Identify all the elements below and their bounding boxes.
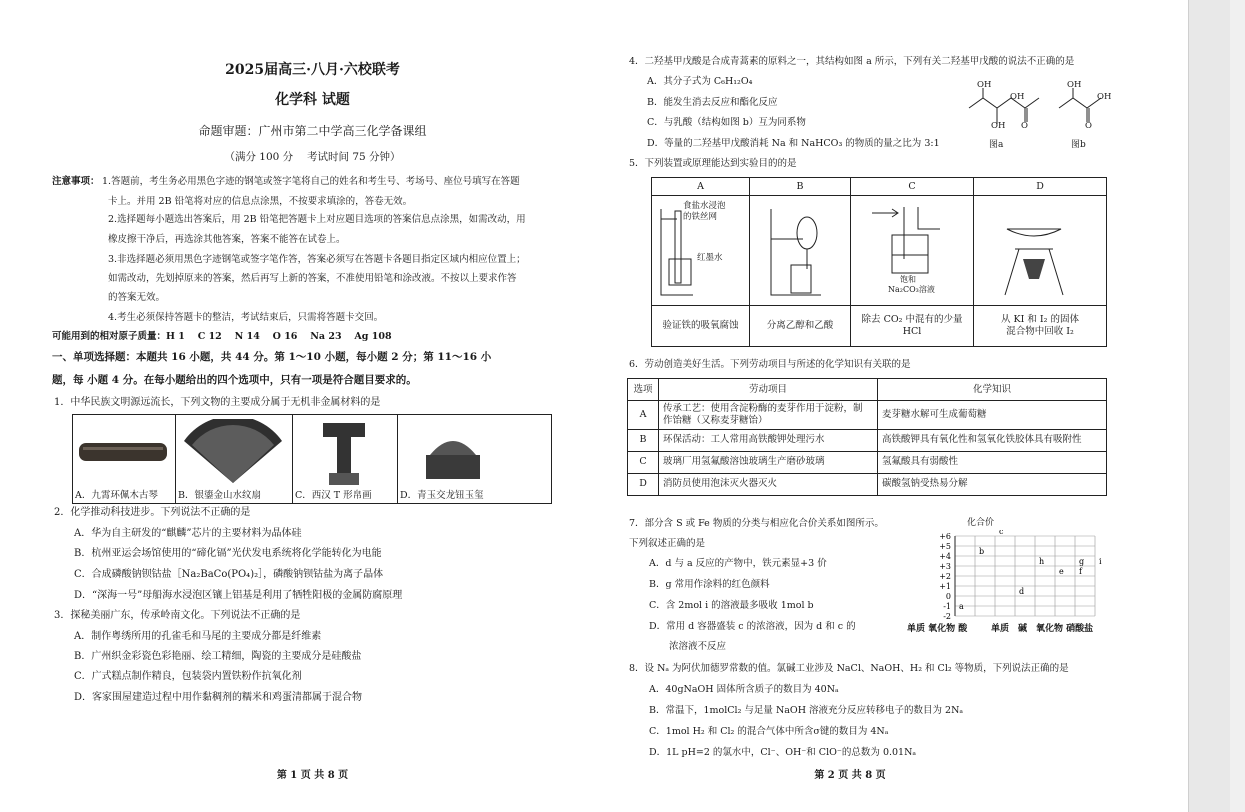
structure-b-o: O: [1085, 121, 1092, 131]
q5-apparatus-table: [651, 177, 1107, 347]
q3-option-a: A．制作粤绣所用的孔雀毛和马尾的主要成分都是纤维素: [74, 631, 322, 642]
q7-stem: 7．部分含 S 或 Fe 物质的分类与相应化合价关系如图所示。: [629, 518, 884, 529]
point-label-f: f: [1079, 567, 1082, 576]
q1-option-b: B．银鎏金山水纹扇: [178, 490, 261, 502]
page-2-footer: 第 2 页 共 8 页: [814, 770, 886, 781]
q5-caption-b-text: 分离乙醇和乙酸: [766, 320, 834, 332]
q6-row-b-option: B: [628, 429, 659, 451]
q8-option-b: B．常温下，1molCl₂ 与足量 NaOH 溶液充分反应转移电子的数目为 2Nₐ: [649, 705, 964, 716]
fan-image: [176, 419, 290, 489]
q5-caption-c-line1: 除去 CO₂ 中混有的少量: [861, 314, 963, 326]
q6-row-b-item: 环保活动：工人常用高铁酸钾处理污水: [659, 429, 878, 451]
notes-label: 注意事项：: [52, 176, 100, 187]
q6-row-a-item: [659, 401, 878, 430]
q5-header-c: C: [851, 178, 974, 196]
note-line: 2.选择题每小题选出答案后，用 2B 铅笔把答题卡上对应题目选项的答案信息点涂黑，如需改动，用: [108, 214, 526, 225]
q4-stem: 4．二羟基甲戊酸是合成青蒿素的原料之一，其结构如图 a 所示，下列有关二羟基甲戊酸的说法不正确的是: [629, 56, 1075, 67]
y-tick-label: +5: [939, 542, 951, 551]
point-label-d: d: [1019, 587, 1025, 596]
q1-option-c-cell: [293, 415, 398, 504]
q7-option-b: B．g 常用作涂料的红色颜料: [649, 579, 770, 590]
jade-seal-image: [398, 419, 508, 489]
q6-header-option: 选项: [628, 379, 659, 401]
q5-header-b: B: [750, 178, 851, 196]
q7-option-a: A．d 与 a 反应的产物中，铁元素显+3 价: [649, 558, 827, 569]
q8-option-c: C．1mol H₂ 和 Cl₂ 的混合气体中所含σ键的数目为 4Nₐ: [649, 726, 889, 737]
q5-caption-d-line1: 从 KI 和 I₂ 的固体: [1001, 314, 1079, 326]
q5-c-label-1: 饱和: [900, 274, 916, 284]
q5-caption-d-line2: 混合物中回收 I₂: [1006, 326, 1074, 338]
point-label-a: a: [959, 602, 964, 611]
y-tick-label: -2: [943, 612, 951, 621]
note-line: 的答案无效。: [108, 292, 166, 303]
point-label-c: c: [999, 530, 1004, 536]
figure-b-label: 图b: [1071, 140, 1086, 150]
q6-row-a-item-line2: 作饴糖（又称麦芽糖饴）: [663, 414, 768, 426]
q5-caption-c: [851, 306, 974, 347]
subject-title: 化学科 试题: [275, 92, 350, 108]
q2-option-d: D．“深海一号”母船海水浸泡区镶上铝基是利用了牺牲阳极的金属防腐原理: [74, 590, 403, 601]
y-tick-label: +4: [939, 552, 951, 561]
q6-row-a-item-line1: 传承工艺：使用含淀粉酶的麦芽作用于淀粉，制: [663, 403, 863, 414]
q5-a-label-3: 红墨水: [697, 252, 723, 263]
guqin-image: [73, 419, 173, 489]
author-line: 命题审题：广州市第二中学高三化学备课组: [198, 124, 427, 138]
q6-row-c-knowledge: 氢氟酸具有弱酸性: [878, 451, 1107, 473]
q6-table: [627, 378, 1107, 496]
q7-option-d: D．常用 d 容器盛装 c 的浓溶液，因为 d 和 c 的: [649, 621, 856, 632]
q3-option-c: C．广式糕点制作精良，包装袋内置铁粉作抗氧化剂: [74, 671, 302, 682]
q5-apparatus-d: [974, 196, 1107, 306]
score-time: （满分 100 分 考试时间 75 分钟）: [224, 151, 401, 163]
q5-caption-d: [974, 306, 1107, 347]
q6-row-a-knowledge: 麦芽糖水解可生成葡萄糖: [878, 401, 1107, 430]
q3-option-d: D．客家围屋建造过程中用作黏稠剂的糯米和鸡蛋清都属于混合物: [74, 692, 363, 703]
q6-row-a-option: A: [628, 401, 659, 430]
q1-option-b-cell: [176, 415, 293, 504]
chart-ylabel: 化合价: [967, 518, 995, 528]
structure-a-oh-right: OH: [1010, 92, 1025, 102]
q1-image-table: [72, 414, 552, 504]
q6-stem: 6．劳动创造美好生活。下列劳动项目与所述的化学知识有关联的是: [629, 359, 911, 370]
note-line: 如需改动，先划掉原来的答案，然后再写上新的答案，不准使用铅笔和涂改液。不按以上要求作答: [108, 273, 517, 284]
page-1: [50, 0, 575, 812]
structure-b-oh-right: OH: [1097, 92, 1112, 102]
page-2: [625, 0, 1125, 812]
q6-row-d-knowledge: 碳酸氢钠受热易分解: [878, 473, 1107, 495]
vertical-scrollbar[interactable]: [1230, 0, 1245, 812]
q5-stem: 5．下列装置或原理能达到实验目的的是: [629, 158, 797, 169]
q6-header-knowledge: 化学知识: [878, 379, 1107, 401]
q3-option-b: B．广州织金彩瓷色彩艳丽、绘工精细，陶瓷的主要成分是硅酸盐: [74, 651, 362, 662]
separatory-funnel-diagram: [751, 199, 849, 303]
q5-caption-a: [652, 306, 750, 347]
page-1-footer: 第 1 页 共 8 页: [276, 770, 349, 781]
note-line: 3.非选择题必须用黑色字迹钢笔或签字笔作答，答案必须写在答题卡各题目指定区域内相应位置上；: [108, 254, 526, 265]
structure-a-o: O: [1021, 121, 1028, 131]
q4-option-c: C．与乳酸（结构如图 b）互为同系物: [647, 117, 806, 128]
q1-stem: 1．中华民族文明源远流长，下列文物的主要成分属于无机非金属材料的是: [54, 397, 381, 408]
q8-stem: 8．设 Nₐ 为阿伏加德罗常数的值。氯碱工业涉及 NaCl、NaOH、H₂ 和 Cl₂ 等物质，下列说法正确的是: [629, 663, 1069, 674]
valence-chart: [905, 530, 1105, 630]
chart-xlabels-right: 单质 碱 氧化物 硝酸盐: [991, 624, 1094, 634]
note-line: 卡上。并用 2B 铅笔将对应的信息点涂黑，不按要求填涂的，答卷无效。: [108, 196, 413, 207]
q7-option-d-cont: 浓溶液不反应: [669, 641, 727, 652]
structure-b-oh-top: OH: [1067, 80, 1082, 90]
q5-apparatus-a: [652, 196, 750, 306]
q4-option-a: A．其分子式为 C₆H₁₂O₄: [647, 76, 753, 87]
note-line: 1.答题前，考生务必用黑色字迹的钢笔或签字笔将自己的姓名和考生号、考场号、座位号填写在答题: [102, 176, 520, 187]
figure-a-label: 图a: [989, 140, 1004, 150]
exam-title: 2025届高三·八月·六校联考: [225, 62, 400, 78]
q4-option-d: D．等量的二羟基甲戊酸消耗 Na 和 NaHCO₃ 的物质的量之比为 3:1: [647, 138, 940, 149]
q1-option-a: A．九霄环佩木古琴: [75, 490, 158, 502]
y-tick-label: 0: [945, 592, 951, 601]
q2-option-b: B．杭州亚运会场馆使用的“碲化镉”光伏发电系统将化学能转化为电能: [74, 548, 382, 559]
point-label-h: h: [1039, 557, 1045, 566]
q6-row-d-option: D: [628, 473, 659, 495]
section-1-heading: 一、单项选择题：本题共 16 小题，共 44 分。第 1～10 小题，每小题 2 分；第 11～16 小: [52, 351, 492, 363]
q2-option-c: C．合成磷酸钠钡钴盐［Na₂BaCo(PO₄)₂］，磷酸钠钡钴盐为离子晶体: [74, 569, 384, 580]
q5-caption-b: [750, 306, 851, 347]
sublimation-apparatus-diagram: [975, 199, 1093, 303]
q5-caption-a-text: 验证铁的吸氧腐蚀: [662, 320, 739, 332]
q6-row-c-option: C: [628, 451, 659, 473]
q6-header-item: 劳动项目: [659, 379, 878, 401]
q6-row-c-item: 玻璃厂用氢氟酸溶蚀玻璃生产磨砂玻璃: [659, 451, 878, 473]
q1-option-d-cell: [398, 415, 552, 504]
q1-option-a-cell: [73, 415, 176, 504]
q2-stem: 2．化学推动科技进步。下列说法不正确的是: [54, 507, 251, 518]
point-label-b: b: [979, 547, 985, 556]
q5-a-label-1: 食盐水浸泡: [683, 200, 726, 211]
point-label-i: i: [1099, 557, 1102, 566]
note-line: 橡皮擦干净后，再选涂其他答案，答案不能答在试卷上。: [108, 234, 346, 245]
q1-option-c: C．西汉 T 形帛画: [295, 490, 372, 502]
q5-a-label-2: 的铁丝网: [683, 211, 718, 222]
q8-option-d: D．1L pH=2 的氯水中，Cl⁻、OH⁻和 ClO⁻的总数为 0.01Nₐ: [649, 747, 917, 758]
y-tick-label: +3: [939, 562, 951, 571]
q4-option-b: B．能发生消去反应和酯化反应: [647, 97, 778, 108]
q7-option-c: C．含 2mol i 的溶液最多吸收 1mol b: [649, 600, 814, 611]
section-1-heading-cont: 题，每 小题 4 分。在每小题给出的四个选项中，只有一项是符合题目要求的。: [52, 374, 417, 386]
q1-option-d: D．青玉交龙钮玉玺: [400, 490, 484, 502]
q6-row-b-knowledge: 高铁酸钾具有氧化性和氢氧化铁胶体具有吸附性: [878, 429, 1107, 451]
q5-apparatus-c: [851, 196, 974, 306]
y-tick-label: +1: [939, 582, 951, 591]
q3-stem: 3．探秘美丽广东，传承岭南文化。下列说法不正确的是: [54, 610, 301, 621]
q5-c-label-2: Na₂CO₃溶液: [888, 284, 935, 294]
q7-stem-2: 下列叙述正确的是: [629, 538, 706, 549]
point-label-e: e: [1059, 567, 1064, 576]
q5-header-d: D: [974, 178, 1107, 196]
chart-xlabels-left: 单质 氧化物 酸: [907, 624, 968, 634]
note-line: 4.考生必须保持答题卡的整洁，考试结束后，只需将答题卡交回。: [108, 312, 384, 323]
atomic-masses: 可能用到的相对原子质量：H 1 C 12 N 14 O 16 Na 23 Ag 108: [52, 331, 392, 342]
y-tick-label: +6: [939, 532, 951, 541]
q5-caption-c-line2: HCl: [902, 326, 922, 338]
point-label-g: g: [1079, 557, 1085, 566]
structure-a-oh-top: OH: [977, 80, 992, 90]
q5-apparatus-b: [750, 196, 851, 306]
q5-header-a: A: [652, 178, 750, 196]
q2-option-a: A．华为自主研发的“麒麟”芯片的主要材料为晶体硅: [74, 528, 302, 539]
silk-painting-image: [293, 419, 395, 489]
y-tick-label: +2: [939, 572, 951, 581]
y-tick-label: -1: [943, 602, 951, 611]
q8-option-a: A．40gNaOH 固体所含质子的数目为 40Nₐ: [649, 684, 839, 695]
q6-row-d-item: 消防员使用泡沫灭火器灭火: [659, 473, 878, 495]
structure-a-oh-bottom: OH: [991, 121, 1006, 131]
